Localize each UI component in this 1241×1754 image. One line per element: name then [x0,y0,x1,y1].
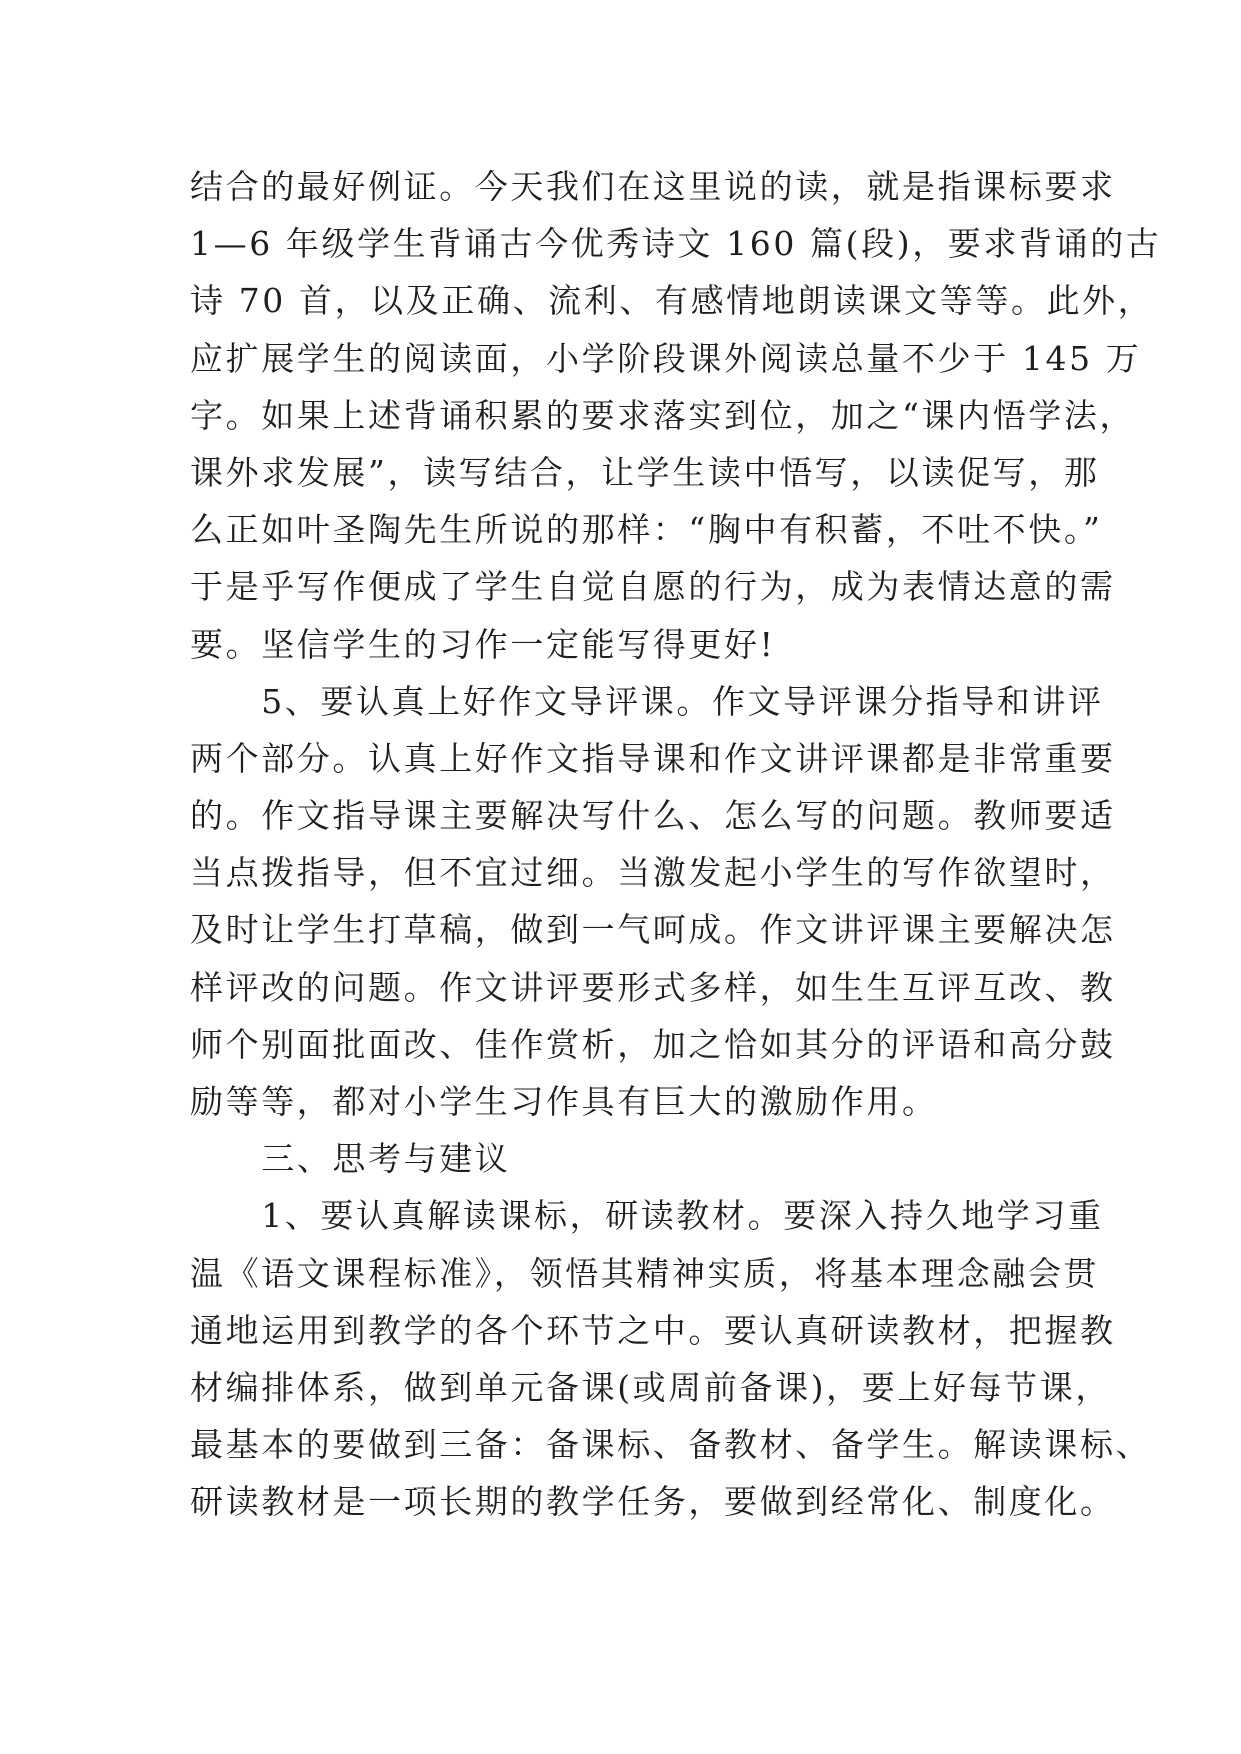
text-line: 课外求发展”，读写结合，让学生读中悟写，以读促写，那 [190,452,1100,492]
text-line: 材编排体系，做到单元备课(或周前备课)，要上好每节课， [190,1367,1111,1407]
text-line: 研读教材是一项长期的教学任务，要做到经常化、制度化。 [190,1482,1116,1522]
text-line: 于是乎写作便成了学生自觉自愿的行为，成为表情达意的需 [190,567,1116,607]
text-line: 字。如果上述背诵积累的要求落实到位，加之“课内悟学法， [190,395,1136,435]
text-line: 温《语文课程标准》，领悟其精神实质，将基本理念融会贯 [190,1253,1100,1293]
text-line: 诗 70 首，以及正确、流利、有感情地朗读课文等等。此外， [190,281,1154,321]
text-line: 当点拨指导，但不宜过细。当激发起小学生的写作欲望时， [190,853,1116,893]
section-heading: 三、思考与建议 [190,1139,511,1179]
text-line: 应扩展学生的阅读面，小学阶段课外阅读总量不少于 145 万 [190,338,1142,378]
text-line: 师个别面批面改、佳作赏析，加之恰如其分的评语和高分鼓 [190,1024,1116,1064]
text-line: 最基本的要做到三备：备课标、备教材、备学生。解读课标、 [190,1425,1152,1465]
body-text [190,158,1162,1531]
text-line: 结合的最好例证。今天我们在这里说的读，就是指课标要求 [190,167,1116,206]
text-line: 样评改的问题。作文讲评要形式多样，如生生互评互改、教 [190,967,1116,1007]
text-line: 1—6 年级学生背诵古今优秀诗文 160 篇(段)，要求背诵的古 [190,224,1162,264]
text-line: 励等等，都对小学生习作具有巨大的激励作用。 [190,1082,938,1121]
text-line: 通地运用到教学的各个环节之中。要认真研读教材，把握教 [190,1310,1116,1350]
text-line: 5、要认真上好作文导评课。作文导评课分指导和讲评 [190,681,1104,721]
text-line: 么正如叶圣陶先生所说的那样：“胸中有积蓄，不吐不快。” [190,510,1103,550]
text-line: 1、要认真解读课标，研读教材。要深入持久地学习重 [190,1196,1104,1236]
text-line: 及时让学生打草稿，做到一气呵成。作文讲评课主要解决怎 [190,910,1116,950]
text-line: 的。作文指导课主要解决写什么、怎么写的问题。教师要适 [190,796,1116,836]
text-line: 要。坚信学生的习作一定能写得更好! [190,624,776,664]
text-line: 两个部分。认真上好作文指导课和作文讲评课都是非常重要 [190,738,1116,778]
